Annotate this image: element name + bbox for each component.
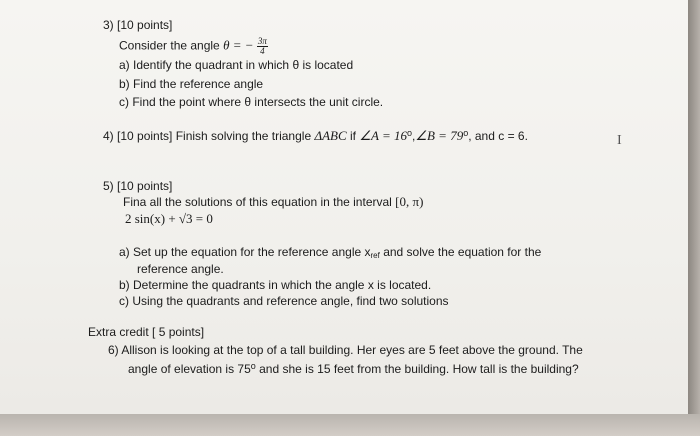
q5-part-a-line2: reference angle. [137,262,224,276]
q6-line2-pre: angle of elevation is 75 [128,362,251,376]
q4-angle-b: ∠B = 79 [415,128,464,143]
q3-part-a: a) Identify the quadrant in which θ is located [119,58,354,72]
q4-prefix: 4) [10 points] Finish solving the triangle [103,129,312,143]
q5-intro: Fina all the solutions of this equation in the interval [123,195,392,209]
q4-angle-a: ∠A = 16 [359,128,407,143]
q6-line1: 6) Allison is looking at the top of a tall building. Her eyes are 5 feet above the ground. The [108,343,583,357]
q6-degree: o [250,361,256,371]
q5-part-b: b) Determine the quadrants in which the angle x is located. [119,278,432,292]
q5-part-a-line1 [119,245,541,263]
page-edge-shadow [688,0,700,436]
q3-fraction-numerator: 3π [257,36,267,46]
q3-theta: θ [223,37,230,53]
q4-degree-2: o [463,128,469,138]
q5-interval: [0, π) [395,194,424,209]
q6-line2 [128,359,579,376]
extra-credit-header: Extra credit [ 5 points] [88,325,205,339]
q4-line [103,126,528,143]
page-bottom-shadow [0,414,700,436]
q5-equation: 2 sin(x) + √3 = 0 [125,211,213,226]
q5-part-a-sub: ref [370,251,380,260]
q4-comma: , [411,129,416,143]
q3-fraction [257,37,268,56]
q3-intro-text: Consider the angle [119,38,220,53]
q5-header: 5) [10 points] [103,179,173,193]
q3-header: 3) [10 points] [103,18,173,32]
q3-part-b: b) Find the reference angle [119,77,264,91]
q5-part-c: c) Using the quadrants and reference angle, find two solutions [119,294,449,308]
q5-intro-line [123,195,423,209]
q3-equals: = − [229,37,254,53]
q6-line2-post: and she is 15 feet from the building. How tall is the building? [255,362,579,376]
q5-part-a-post: and solve the equation for the [379,245,542,259]
q3-part-c: c) Find the point where θ intersects the unit circle. [119,95,384,109]
text-cursor-icon: I [617,133,622,148]
q4-rest: , and c = 6. [468,129,528,143]
q4-if: if [346,129,360,143]
q3-fraction-denominator: 4 [260,46,265,56]
q4-degree-1: o [406,128,412,138]
q5-part-a-pre: a) Set up the equation for the reference angle x [119,245,371,259]
q4-triangle: ΔABC [314,128,347,143]
q3-intro-line [119,37,268,56]
